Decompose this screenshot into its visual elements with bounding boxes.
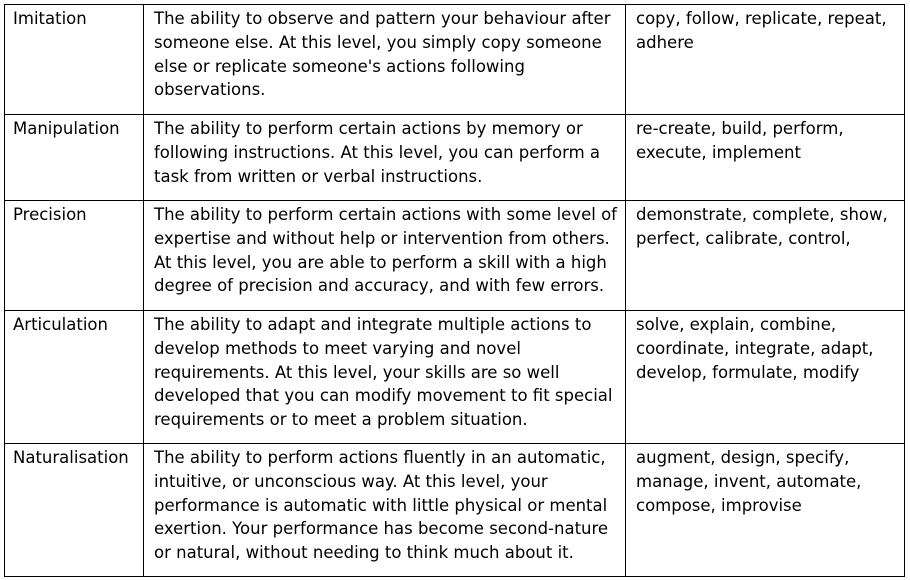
level-description: The ability to observe and pattern your behaviour after someone else. At this level, you simply copy someone else or replicate someone's actions following observations.: [154, 9, 611, 100]
action-verbs: copy, follow, replicate, repeat, adhere: [636, 9, 887, 52]
verbs-cell: [626, 5, 905, 115]
level-cell: [5, 5, 144, 115]
level-description: The ability to perform certain actions with some level of expertise and without help or intervention from others. At this level, you are able to perform a skill with a high degree of precision and accuracy, and with few errors.: [154, 205, 617, 296]
level-name: Naturalisation: [13, 448, 129, 467]
table-row: [5, 5, 905, 115]
table-row: [5, 115, 905, 201]
description-cell: [144, 201, 626, 311]
level-description: The ability to perform certain actions by memory or following instructions. At this level, you can perform a task from written or verbal instructions.: [154, 119, 601, 186]
action-verbs: augment, design, specify, manage, invent, automate, compose, improvise: [636, 448, 862, 515]
level-name: Imitation: [13, 9, 87, 28]
table-row: [5, 201, 905, 311]
verbs-cell: [626, 444, 905, 577]
description-cell: [144, 444, 626, 577]
level-cell: [5, 311, 144, 444]
action-verbs: solve, explain, combine, coordinate, integrate, adapt, develop, formulate, modify: [636, 315, 874, 382]
level-name: Precision: [13, 205, 87, 224]
level-cell: [5, 115, 144, 201]
action-verbs: demonstrate, complete, show, perfect, calibrate, control,: [636, 205, 888, 248]
verbs-cell: [626, 201, 905, 311]
verbs-cell: [626, 115, 905, 201]
action-verbs: re-create, build, perform, execute, implement: [636, 119, 844, 162]
table-row: [5, 311, 905, 444]
verbs-cell: [626, 311, 905, 444]
level-description: The ability to perform actions fluently in an automatic, intuitive, or unconscious way. At this level, your performance is automatic with little physical or mental exertion. Your performance has become second-nature or natural, without needing to think much about it.: [154, 448, 609, 563]
table-row: [5, 444, 905, 577]
level-cell: [5, 444, 144, 577]
level-name: Manipulation: [13, 119, 120, 138]
description-cell: [144, 311, 626, 444]
description-cell: [144, 115, 626, 201]
level-description: The ability to adapt and integrate multiple actions to develop methods to meet varying and novel requirements. At this level, your skills are so well developed that you can modify movement to fit special requirements or to meet a problem situation.: [154, 315, 613, 430]
description-cell: [144, 5, 626, 115]
level-name: Articulation: [13, 315, 108, 334]
skill-levels-table: [4, 4, 905, 577]
level-cell: [5, 201, 144, 311]
